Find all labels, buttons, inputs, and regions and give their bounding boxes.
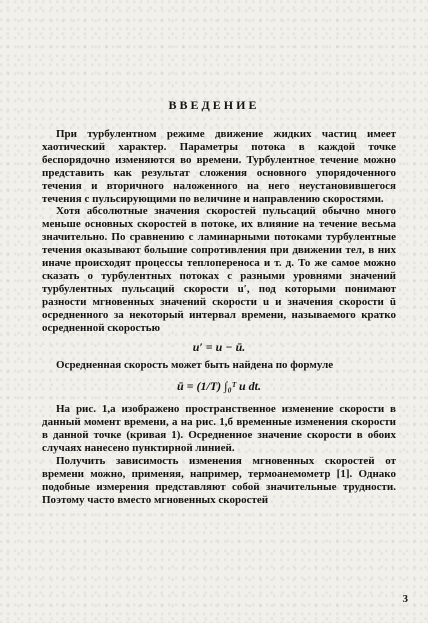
page-number: 3 bbox=[402, 593, 408, 605]
formula: ū = (1/T) ∫₀ᵀ u dt. bbox=[177, 379, 261, 394]
body-text bbox=[42, 128, 396, 506]
paragraph: На рис. 1,а изображено пространственное изменение скорости в данный момент времени, а на рис. 1,б временные изменения скорости в данной точке (кривая 1). Осредненное значение скорости в обоих случаях нанесено пунктирной линией. bbox=[42, 403, 396, 454]
formula: u′ = u − ū. bbox=[192, 339, 246, 354]
paragraph: При турбулентном режиме движение жидких частиц имеет хаотический характер. Параметры потока в каждой точке беспорядочно изменяются во времени. Турбулентное течение можно представить как результат сложения основного упорядоченного течения и вторичного наложенного на него неустановившегося течения с пульсирующими по величине и направлению скоростями. bbox=[42, 128, 396, 205]
paragraph: Получить зависимость изменения мгновенных скоростей от времени можно, применяя, например, термоанемометр [1]. Однако подобные измерения представляют собой значительные трудности. Поэтому часто вместо мгновенных скоростей bbox=[42, 454, 396, 506]
paragraph: Хотя абсолютные значения скоростей пульсаций обычно много меньше основных скоростей в потоке, их влияние на течение весьма значительно. По сравнению с ламинарными потоками турбулентные течения оказывают большие сопротивления при движении тел, в них иначе происходят процессы теплопереноса и т. д. То же самое можно сказать о турбулентных потоках с разными уровнями значений турбулентных пульсаций скорости u′, под которыми понимают разности мгновенных значений скорости u и значения скорости ū осредненного за некоторый интервал времени, называемого кратко осредненной скоростью bbox=[42, 205, 396, 334]
paragraph: Осредненная скорость может быть найдена по формуле bbox=[56, 359, 334, 372]
section-heading: ВВЕДЕНИЕ bbox=[168, 98, 260, 112]
